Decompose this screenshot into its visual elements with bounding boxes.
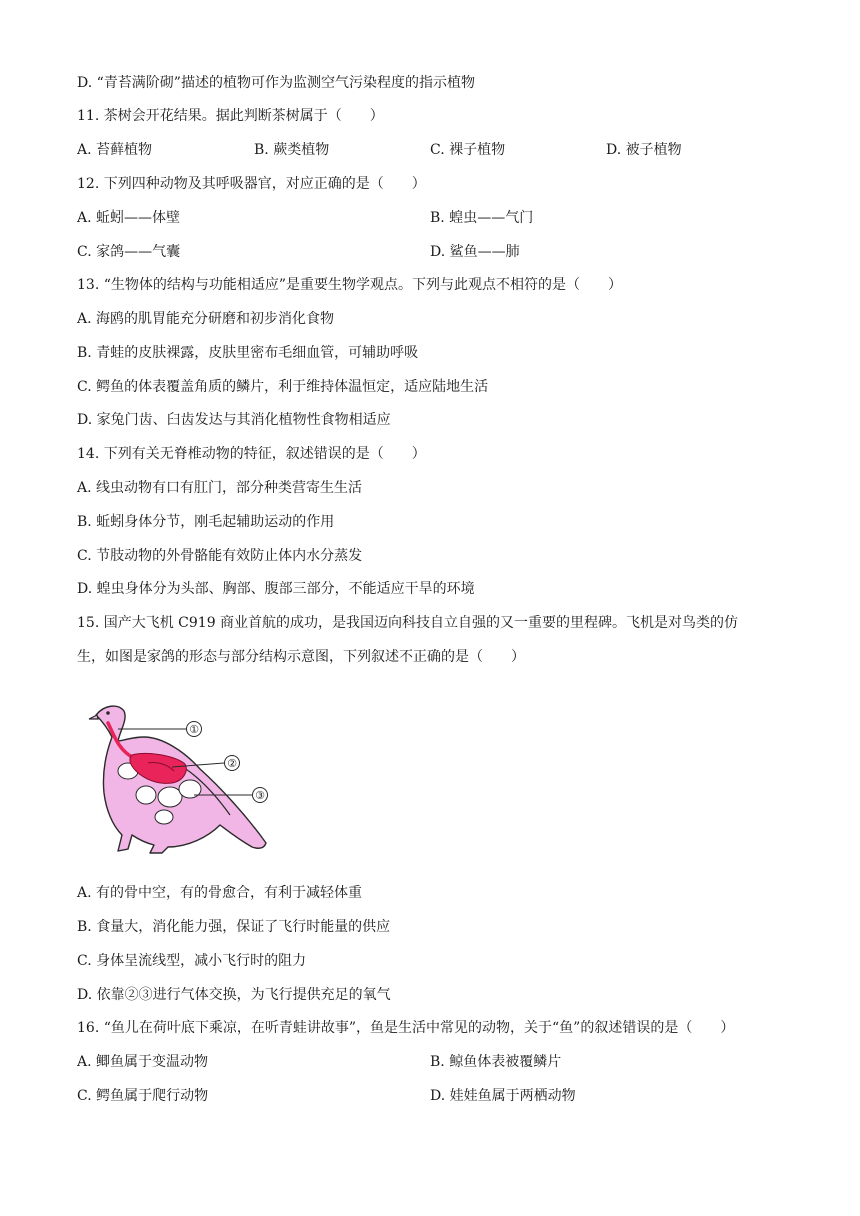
question-11: 11. 茶树会开花结果。据此判断茶树属于（ ）	[77, 108, 384, 124]
q16-option-d: D. 娃娃鱼属于两栖动物	[430, 1088, 576, 1104]
q14-option-d: D. 蝗虫身体分为头部、胸部、腹部三部分，不能适应干旱的环境	[77, 581, 475, 597]
q14-option-a: A. 线虫动物有口有肛门，部分种类营寄生生活	[77, 480, 363, 496]
question-12: 12. 下列四种动物及其呼吸器官，对应正确的是（ ）	[77, 176, 426, 192]
q15-option-a: A. 有的骨中空，有的骨愈合，有利于减轻体重	[77, 885, 363, 901]
q14-option-b: B. 蚯蚓身体分节，刚毛起辅助运动的作用	[77, 514, 335, 530]
q13-option-d: D. 家兔门齿、臼齿发达与其消化植物性食物相适应	[77, 412, 391, 428]
figure-label-3: ③	[255, 789, 265, 802]
q14-option-c: C. 节肢动物的外骨骼能有效防止体内水分蒸发	[77, 548, 363, 564]
q15-option-c: C. 身体呈流线型，减小飞行时的阻力	[77, 953, 307, 969]
pigeon-figure	[88, 697, 278, 862]
question-15-line-2: 生，如图是家鸽的形态与部分结构示意图，下列叙述不正确的是（ ）	[77, 649, 525, 665]
question-13: 13. “生物体的结构与功能相适应”是重要生物学观点。下列与此观点不相符的是（ ）	[77, 277, 623, 293]
q15-option-b: B. 食量大，消化能力强，保证了飞行时能量的供应	[77, 919, 391, 935]
question-16: 16. “鱼儿在荷叶底下乘凉，在听青蛙讲故事”，鱼是生活中常见的动物，关于“鱼”的叙述错误的是（ ）	[77, 1020, 735, 1036]
q12-option-a: A. 蚯蚓——体壁	[77, 210, 181, 226]
q10-option-d: D. “青苔满阶砌”描述的植物可作为监测空气污染程度的指示植物	[77, 75, 475, 91]
q12-option-c: C. 家鸽——气囊	[77, 244, 181, 260]
figure-label-1: ①	[189, 723, 199, 736]
pigeon-eye	[106, 711, 110, 715]
q12-option-b: B. 蝗虫——气门	[430, 210, 534, 226]
q16-option-b: B. 鲸鱼体表被覆鳞片	[430, 1054, 562, 1070]
q15-option-d: D. 依靠②③进行气体交换，为飞行提供充足的氧气	[77, 987, 391, 1003]
q13-option-c: C. 鳄鱼的体表覆盖角质的鳞片，利于维持体温恒定，适应陆地生活	[77, 379, 489, 395]
question-14: 14. 下列有关无脊椎动物的特征，叙述错误的是（ ）	[77, 446, 426, 462]
q11-option-c: C. 裸子植物	[430, 142, 506, 158]
q16-option-a: A. 鲫鱼属于变温动物	[77, 1054, 209, 1070]
question-15-line-1: 15. 国产大飞机 C919 商业首航的成功，是我国迈向科技自立自强的又一重要的里程碑。飞机是对鸟类的仿	[77, 615, 739, 631]
air-sac	[136, 786, 156, 804]
air-sac	[158, 787, 182, 807]
pigeon-beak	[89, 715, 98, 719]
q13-option-a: A. 海鸥的肌胃能充分研磨和初步消化食物	[77, 311, 335, 327]
q16-option-c: C. 鳄鱼属于爬行动物	[77, 1088, 209, 1104]
q13-option-b: B. 青蛙的皮肤裸露，皮肤里密布毛细血管，可辅助呼吸	[77, 345, 419, 361]
q12-option-d: D. 鲨鱼——肺	[430, 244, 520, 260]
q11-option-b: B. 蕨类植物	[254, 142, 330, 158]
q11-option-a: A. 苔藓植物	[77, 142, 153, 158]
figure-label-2: ②	[227, 757, 237, 770]
air-sac	[155, 810, 173, 824]
q11-option-d: D. 被子植物	[606, 142, 682, 158]
